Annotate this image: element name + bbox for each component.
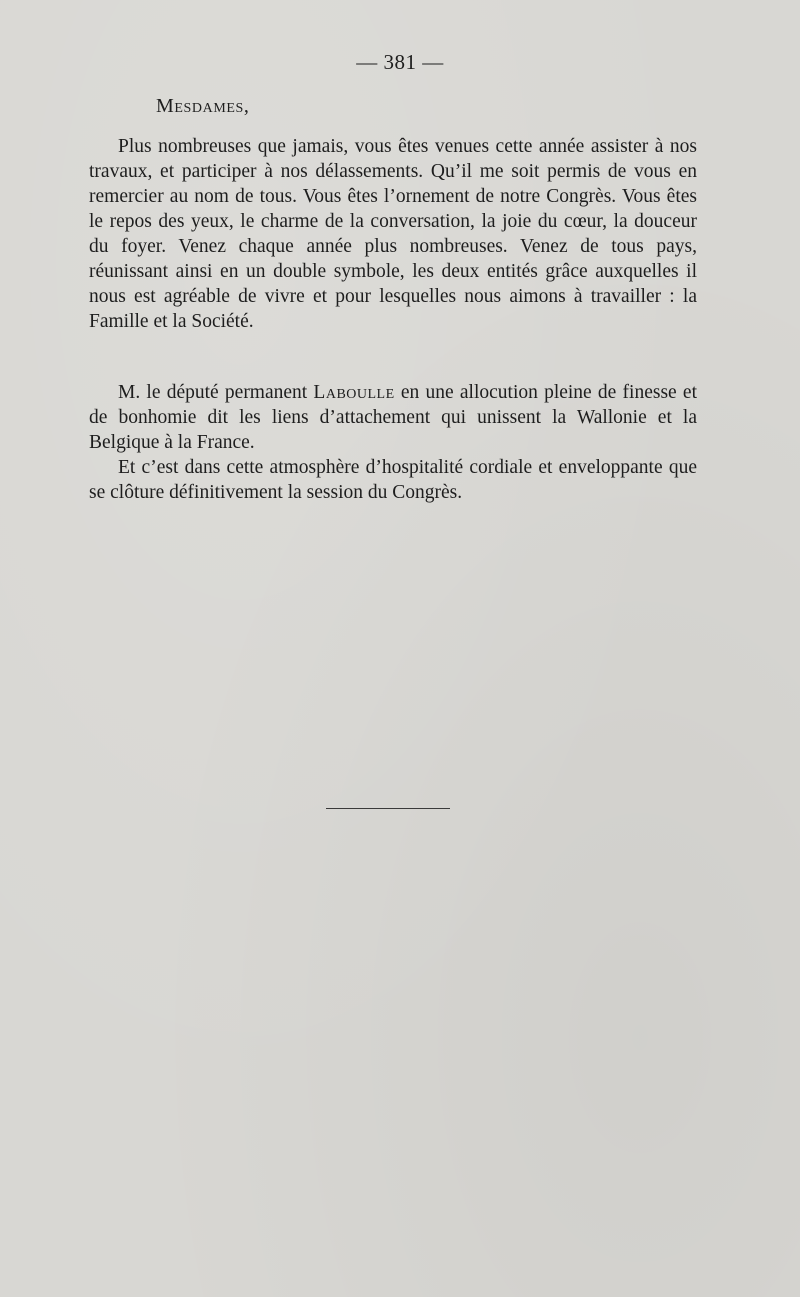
salutation: Mesdames, xyxy=(156,95,250,117)
person-name: Laboulle xyxy=(313,382,395,403)
paragraph xyxy=(89,380,697,455)
section-divider xyxy=(326,808,450,809)
letter-body xyxy=(89,134,697,334)
closing-section xyxy=(89,380,697,505)
paragraph: Et c’est dans cette atmosphère d’hospitalité cordiale et enveloppante que se clôture définitivement la session du Congrès. xyxy=(89,457,697,503)
paragraph-text: en une allocution pleine de finesse et de bonhomie dit les liens d’attachement qui unissent la Wallonie et la Belgique à la France. xyxy=(89,382,697,453)
paragraph-text: M. le député permanent xyxy=(118,382,314,403)
page-number: — 381 — xyxy=(356,50,444,74)
paragraph: Plus nombreuses que jamais, vous êtes venues cette année assister à nos travaux, et participer à nos délassements. Qu’il me soit permis de vous en remercier au nom de tous. Vous êtes l’ornement de notre Congrès. Vous êtes le repos des yeux, le charme de la conversation, la joie du cœur, la douceur du foyer. Venez chaque année plus nombreuses. Venez de tous pays, réunissant ainsi en un double symbole, les deux entités grâce auxquelles il nous est agréable de vivre et pour lesquelles nous aimons à travailler : la Famille et la Société. xyxy=(89,136,697,332)
